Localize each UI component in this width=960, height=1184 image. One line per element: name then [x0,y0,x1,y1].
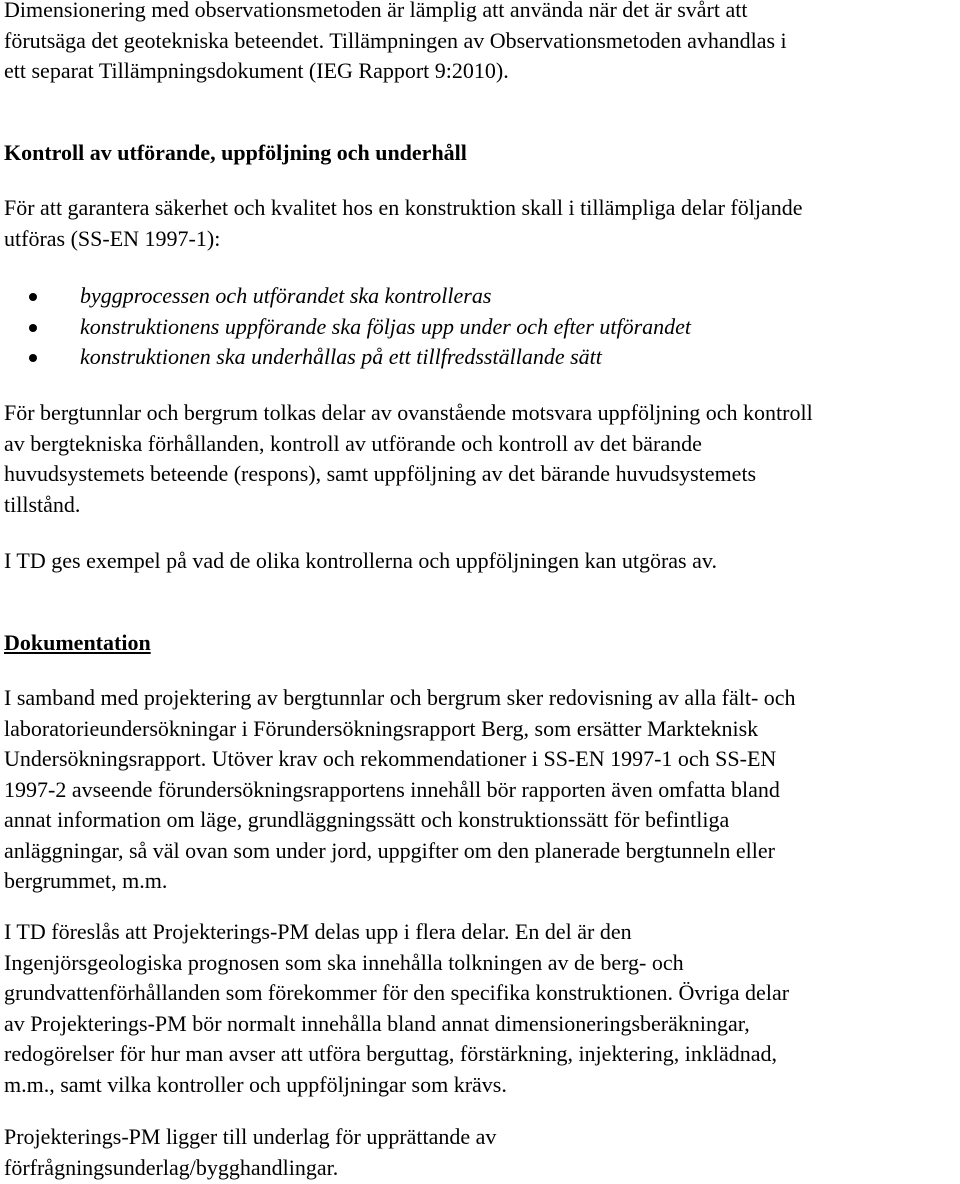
bullet-icon [29,293,37,301]
text-line: Dimensionering med observationsmetoden är lämplig att använda när det är svårt att [4,0,748,22]
list-item-text: byggprocessen och utförandet ska kontrolleras [80,283,492,308]
kontroll-bullet-list [4,281,960,373]
text-line: förutsäga det geotekniska beteendet. Tillämpningen av Observationsmetoden avhandlas i [4,27,787,53]
text-line: Undersökningsrapport. Utöver krav och rekommendationer i SS-EN 1997-1 och SS-EN [4,746,777,771]
text-line: tillstånd. [4,491,81,517]
list-item [4,281,960,312]
bullet-icon [29,324,37,332]
heading-dokumentation: Dokumentation [4,630,151,655]
text-line: laboratorieundersökningar i Förundersökningsrapport Berg, som ersätter Markteknisk [4,715,759,741]
bullet-icon [29,354,37,362]
dokumentation-paragraph-3 [4,1122,960,1183]
text-line: huvudsystemets beteende (respons), samt uppföljning av det bärande huvudsystemets [4,461,757,486]
list-item [4,342,960,373]
text-line: bergrummet, m.m. [4,868,168,893]
text-line: 1997-2 avseende förundersökningsrapportens innehåll bör rapporten även omfatta bland [4,776,780,802]
heading-kontroll: Kontroll av utförande, uppföljning och underhåll [4,140,467,165]
text-line: utföras (SS-EN 1997-1): [4,225,221,251]
dokumentation-paragraph-1 [4,683,960,897]
dokumentation-paragraph-2 [4,917,960,1100]
bergtunnlar-paragraph [4,398,960,520]
text-line: grundvattenförhållanden som förekommer för den specifika konstruktionen. Övriga delar [4,980,790,1005]
text-line: förfrågningsunderlag/bygghandlingar. [4,1154,339,1180]
text-line: redogörelser för hur man avser att utföra berguttag, förstärkning, injektering, inklädnad, [4,1041,778,1066]
text-line: I TD föreslås att Projekterings-PM delas upp i flera delar. En del är den [4,919,632,944]
td-exempel-paragraph [4,546,960,577]
list-item-text: konstruktionen ska underhållas på ett tillfredsställande sätt [80,344,602,369]
list-item [4,312,960,343]
text-line: m.m., samt vilka kontroller och uppföljningar som krävs. [4,1071,507,1097]
intro-paragraph [4,0,960,87]
text-line: anläggningar, så väl ovan som under jord, uppgifter om den planerade bergtunneln eller [4,837,775,863]
text-line: av bergtekniska förhållanden, kontroll av utförande och kontroll av det bärande [4,430,702,456]
text-line: I TD ges exempel på vad de olika kontrollerna och uppföljningen kan utgöras av. [4,548,717,573]
kontroll-intro-paragraph [4,193,960,254]
text-line: För att garantera säkerhet och kvalitet hos en konstruktion skall i tillämpliga delar följande [4,195,803,220]
list-item-text: konstruktionens uppförande ska följas upp under och efter utförandet [80,313,692,339]
text-line: ett separat Tillämpningsdokument (IEG Rapport 9:2010). [4,58,509,83]
text-line: Projekterings-PM ligger till underlag för upprättande av [4,1124,497,1149]
text-line: Ingenjörsgeologiska prognosen som ska innehålla tolkningen av de berg- och [4,949,684,975]
text-line: För bergtunnlar och bergrum tolkas delar av ovanstående motsvara uppföljning och kontroll [4,400,813,425]
text-line: annat information om läge, grundläggningssätt och konstruktionssätt för befintliga [4,807,730,832]
text-line: I samband med projektering av bergtunnlar och bergrum sker redovisning av alla fält- och [4,685,796,710]
text-line: av Projekterings-PM bör normalt innehålla bland annat dimensioneringsberäkningar, [4,1010,750,1036]
